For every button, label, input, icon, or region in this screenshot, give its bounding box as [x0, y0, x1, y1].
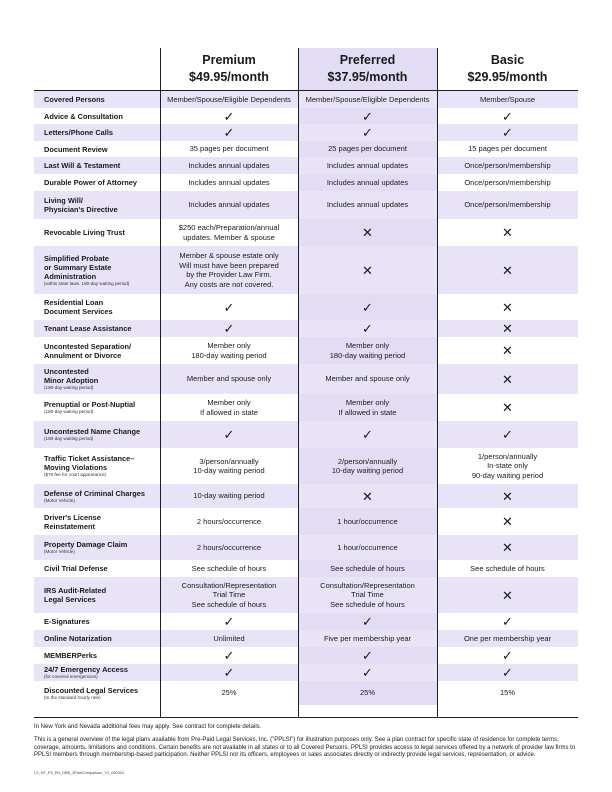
- table-row: [34, 364, 578, 394]
- check-icon: ✓: [223, 614, 235, 629]
- check-icon: ✓: [502, 665, 513, 680]
- plan-value: Member only 180-day waiting period: [329, 341, 406, 360]
- document-code: LS_NT_FS_EN_DBB_3PlanComparison_V1_090324: [34, 771, 124, 775]
- footer-note-fees: In New York and Nevada additional fees may apply. See contract for complete details.: [34, 724, 262, 730]
- check-icon: ✓: [502, 427, 513, 442]
- feature-name: Document Review: [44, 144, 108, 154]
- plan-value: Once/person/membership: [464, 160, 551, 170]
- plan-value: Includes annual updates: [326, 200, 409, 210]
- plan-value: Member only If allowed in state: [338, 398, 397, 417]
- cross-icon: ✕: [502, 262, 513, 278]
- plan-name: Premium: [202, 53, 256, 67]
- cross-icon: ✕: [362, 262, 373, 278]
- plan-value: Once/person/membership: [464, 200, 551, 210]
- column-divider: [160, 48, 161, 718]
- feature-name: Driver's License Reinstatement: [44, 512, 101, 531]
- cross-icon: ✕: [502, 540, 513, 555]
- cross-icon: ✕: [502, 343, 513, 358]
- plan-value: One per membership year: [463, 633, 552, 643]
- footer-disclaimer: This is a general overview of the legal plans available from Pre-Paid Legal Services, Inc. ("PPLSI") for illustration purposes only. See a plan contract for specific state of residence for complete terms, coverage, amounts, limitations and conditions. Certain benefits are not available in all states or to all Covered Persons. PPLSI provides access to legal services offered by a network of provider law firms to PPLSI members through membership-based participation. Neither PPLSI nor its officers, employees or sales associates directly or indirectly provide legal services, representation, or advice.: [34, 737, 576, 759]
- feature-label: [44, 141, 164, 157]
- plan-header-preferred: [298, 52, 437, 90]
- feature-name: IRS Audit-Related Legal Services: [44, 586, 107, 604]
- cross-icon: ✕: [362, 225, 373, 240]
- plan-value: Member and spouse only: [325, 374, 410, 384]
- table-row: [34, 141, 578, 157]
- table-row: [34, 560, 578, 577]
- feature-label: [44, 664, 164, 681]
- cross-icon: ✕: [502, 587, 513, 603]
- check-icon: ✓: [362, 614, 373, 629]
- plan-value: 35 pages per document: [189, 144, 269, 154]
- feature-label: [44, 647, 164, 664]
- table-row: [34, 246, 578, 294]
- check-icon: ✓: [223, 648, 235, 663]
- table-row: [34, 219, 578, 246]
- table-row: [34, 508, 578, 535]
- plan-value: 25%: [359, 688, 375, 698]
- plan-value: 15 pages per document: [468, 144, 547, 154]
- plan-value: Member & spouse estate only Will must have been prepared by the Provider Law Firm. Any costs are not covered.: [179, 251, 279, 289]
- header-rule: [34, 90, 578, 91]
- plan-value: Consultation/Representation Trial Time See schedule of hours: [181, 580, 277, 609]
- feature-label: [44, 174, 164, 191]
- feature-label: [44, 681, 164, 705]
- cross-icon: ✕: [362, 488, 373, 504]
- plan-value: 15%: [499, 688, 515, 698]
- feature-name: Discounted Legal Services: [44, 685, 139, 695]
- feature-note: ($70 fee for court appearance): [44, 472, 107, 477]
- table-row: [34, 484, 578, 508]
- table-row: [34, 108, 578, 124]
- plan-value: Consultation/Representation Trial Time See schedule of hours: [320, 580, 415, 609]
- feature-name: Tenant Lease Assistance: [44, 324, 132, 333]
- check-icon: ✓: [223, 427, 235, 442]
- table-row: [34, 647, 578, 664]
- feature-label: [44, 484, 164, 508]
- table-row: [34, 681, 578, 705]
- plan-value: Member/Spouse/Eligible Dependents: [305, 94, 430, 104]
- feature-label: [44, 577, 164, 613]
- table-row: [34, 664, 578, 681]
- feature-name: Advice & Consultation: [44, 111, 123, 121]
- feature-name: Uncontested Minor Adoption: [44, 367, 99, 385]
- plan-value: 1 hour/occurrence: [337, 516, 398, 526]
- feature-label: [44, 560, 164, 577]
- table-row: [34, 394, 578, 421]
- table-row: [34, 191, 578, 219]
- feature-name: Revocable Living Trust: [44, 228, 125, 237]
- table-row: [34, 91, 578, 108]
- feature-name: Residential Loan Document Services: [44, 298, 113, 316]
- feature-label: [44, 535, 164, 560]
- table-row: [34, 124, 578, 141]
- cross-icon: ✕: [502, 371, 513, 387]
- plan-name: Basic: [490, 53, 525, 67]
- feature-label: [44, 394, 164, 421]
- plan-value: Five per membership year: [323, 633, 412, 643]
- cross-icon: ✕: [502, 400, 513, 415]
- check-icon: ✓: [362, 427, 373, 442]
- plan-value: Once/person/membership: [464, 177, 551, 187]
- feature-label: [44, 508, 164, 535]
- feature-name: Uncontested Separation/ Annulment or Divorce: [44, 341, 132, 360]
- plan-name: Preferred: [339, 53, 396, 67]
- table-row: [34, 174, 578, 191]
- feature-name: Uncontested Name Change: [44, 427, 141, 436]
- feature-label: [44, 91, 164, 108]
- plan-value: Member/Spouse/Eligible Dependents: [167, 94, 291, 104]
- feature-note: (180-day waiting period): [44, 409, 94, 414]
- check-icon: ✓: [362, 665, 373, 680]
- feature-note: (Motor Vehicle): [44, 549, 75, 554]
- table-row: [34, 157, 578, 174]
- plan-value: See schedule of hours: [191, 563, 267, 573]
- feature-name: 24/7 Emergency Access: [44, 665, 128, 674]
- feature-note: (to the standard hourly rate): [44, 694, 101, 700]
- feature-name: Property Damage Claim: [44, 540, 128, 549]
- table-row: [34, 613, 578, 630]
- check-icon: ✓: [362, 125, 373, 140]
- feature-label: [44, 157, 164, 174]
- feature-note: (180-day waiting period): [44, 385, 94, 390]
- feature-label: [44, 364, 164, 394]
- plan-value: Includes annual updates: [188, 200, 270, 210]
- plan-value: See schedule of hours: [330, 563, 405, 573]
- check-icon: ✓: [223, 321, 235, 336]
- plan-value: Includes annual updates: [326, 160, 409, 170]
- plan-value: Includes annual updates: [326, 177, 409, 187]
- feature-name: Last Will & Testament: [44, 161, 121, 170]
- plan-price: $37.95/month: [327, 70, 408, 84]
- feature-label: [44, 630, 164, 647]
- feature-name: E-Signatures: [44, 617, 90, 626]
- plan-value: 10-day waiting period: [193, 491, 265, 501]
- cross-icon: ✕: [502, 321, 513, 336]
- check-icon: ✓: [223, 665, 235, 680]
- table-row: [34, 320, 578, 337]
- table-row: [34, 630, 578, 647]
- check-icon: ✓: [362, 299, 373, 315]
- feature-note: (for covered emergencies): [44, 674, 98, 679]
- feature-label: [44, 246, 164, 294]
- feature-label: [44, 613, 164, 630]
- feature-name: Defense of Criminal Charges: [44, 488, 146, 498]
- table-row: [34, 577, 578, 613]
- plan-value: See schedule of hours: [470, 563, 545, 573]
- plan-value: 25%: [221, 688, 237, 698]
- feature-label: [44, 191, 164, 219]
- feature-name: Durable Power of Attorney: [44, 178, 137, 187]
- plan-value: 25 pages per document: [328, 144, 407, 154]
- feature-note: (within state laws. 180-day waiting period): [44, 280, 130, 286]
- plan-value: 1/person/annually In-state only 90-day waiting period: [471, 451, 544, 480]
- feature-note: (180-day waiting period): [44, 436, 94, 441]
- cross-icon: ✕: [502, 225, 513, 240]
- feature-note: (Motor Vehicle): [44, 497, 75, 503]
- cross-icon: ✕: [502, 514, 513, 529]
- plan-value: Member only If allowed in state: [200, 398, 258, 417]
- feature-label: [44, 448, 164, 484]
- column-divider: [437, 48, 438, 718]
- plan-value: 2 hours/occurrence: [196, 516, 262, 526]
- table-row: [34, 294, 578, 320]
- feature-name: Covered Persons: [44, 95, 105, 104]
- plan-value: Member and spouse only: [186, 374, 272, 384]
- plan-value: 3/person/annually 10-day waiting period: [193, 456, 265, 475]
- plan-value: Member only 180-day waiting period: [191, 341, 267, 360]
- feature-label: [44, 294, 164, 320]
- check-icon: ✓: [502, 108, 513, 124]
- plan-value: 1 hour/occurrence: [337, 542, 398, 552]
- feature-label: [44, 421, 164, 448]
- check-icon: ✓: [362, 648, 373, 663]
- plan-price: $49.95/month: [189, 70, 269, 84]
- plan-value: $250 each/Preparation/annual updates. Member & spouse: [178, 223, 280, 242]
- cross-icon: ✕: [502, 488, 513, 504]
- table-row: [34, 337, 578, 364]
- plan-price: $29.95/month: [467, 70, 548, 84]
- check-icon: ✓: [223, 108, 235, 124]
- check-icon: ✓: [502, 125, 513, 140]
- feature-name: Traffic Ticket Assistance– Moving Violations: [44, 454, 135, 472]
- feature-name: Prenuptial or Post-Nuptial: [44, 400, 136, 409]
- table-row: [34, 421, 578, 448]
- feature-name: Letters/Phone Calls: [44, 128, 113, 137]
- feature-name: MEMBERPerks: [44, 651, 97, 660]
- check-icon: ✓: [502, 614, 513, 629]
- table-row: [34, 448, 578, 484]
- check-icon: ✓: [223, 125, 235, 140]
- plan-value: Unlimited: [213, 633, 245, 643]
- table-row: [34, 535, 578, 560]
- feature-name: Civil Trial Defense: [44, 564, 108, 573]
- feature-name: Online Notarization: [44, 634, 112, 643]
- column-divider: [298, 48, 299, 718]
- feature-label: [44, 219, 164, 246]
- plan-value: Includes annual updates: [188, 177, 270, 187]
- cross-icon: ✕: [502, 299, 513, 315]
- feature-label: [44, 108, 164, 124]
- table-bottom-rule: [34, 717, 578, 718]
- check-icon: ✓: [223, 299, 235, 315]
- feature-label: [44, 320, 164, 337]
- plan-header-basic: [437, 52, 578, 90]
- feature-name: Simplified Probate or Summary Estate Administration: [44, 253, 112, 281]
- feature-name: Living Will/ Physician's Directive: [44, 196, 118, 214]
- plan-header-premium: [160, 52, 298, 90]
- check-icon: ✓: [362, 108, 373, 124]
- plan-value: Member/Spouse: [479, 94, 536, 104]
- plan-value: 2 hours/occurrence: [196, 542, 262, 552]
- check-icon: ✓: [362, 321, 373, 336]
- check-icon: ✓: [502, 648, 513, 663]
- plan-value: Includes annual updates: [188, 160, 270, 170]
- feature-label: [44, 337, 164, 364]
- feature-label: [44, 124, 164, 141]
- plan-value: 2/person/annually 10-day waiting period: [331, 456, 404, 475]
